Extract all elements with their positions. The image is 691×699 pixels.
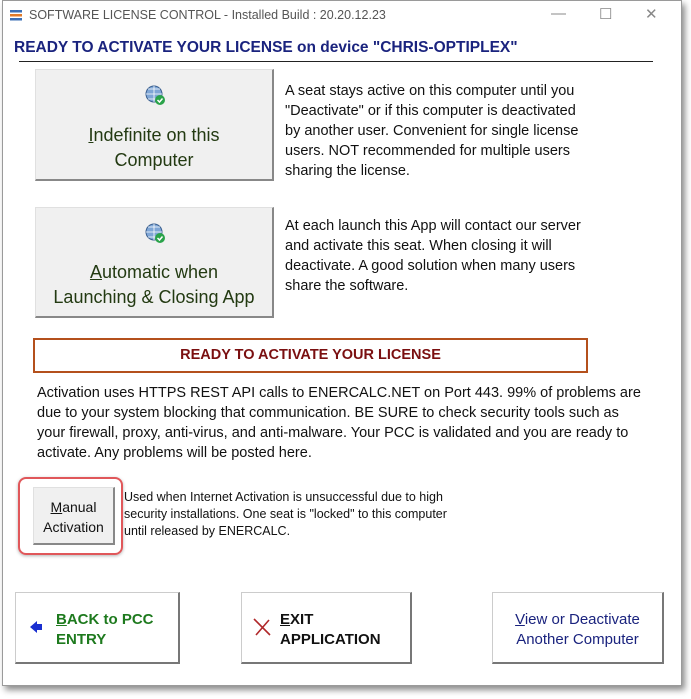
access-key: A bbox=[89, 262, 102, 282]
manual-description: Used when Internet Activation is unsuccessful due to high security installations. One seat is "locked" to this computer until released by ENERCALC. bbox=[124, 490, 447, 538]
button-label-line2: Computer bbox=[114, 150, 194, 170]
window-title: SOFTWARE LICENSE CONTROL - Installed Build : 20.20.12.23 bbox=[29, 8, 386, 22]
automatic-description: At each launch this App will contact our server and activate this seat. When closing it will deactivate. A good solution when many users share the software. bbox=[285, 218, 581, 294]
app-logo-icon bbox=[9, 8, 23, 22]
access-key: B bbox=[56, 611, 67, 628]
activation-info: Activation uses HTTPS REST API calls to ENERCALC.NET on Port 443. 99% of problems are due to your system blocking that communication. BE SURE to check security tools such as your firewall, proxy, anti-virus, and anti-malware. Your PCC is validated and you are ready to activate. Any problems will be posted here. bbox=[37, 385, 641, 461]
divider bbox=[19, 61, 653, 62]
license-window bbox=[2, 0, 682, 686]
access-key: M bbox=[50, 499, 63, 515]
close-x-icon bbox=[252, 617, 272, 637]
indefinite-description: A seat stays active on this computer until you "Deactivate" or if this computer is deactivated by another user. Convenient for single license users. NOT recommended for multiple users sharing the license. bbox=[285, 83, 579, 179]
button-label: XIT bbox=[290, 611, 314, 628]
button-label-line2: Another Computer bbox=[516, 631, 639, 648]
button-label-line2: ENTRY bbox=[56, 631, 107, 648]
indefinite-activation-button[interactable] bbox=[35, 69, 274, 181]
page-title: READY TO ACTIVATE YOUR LICENSE on device "CHRIS-OPTIPLEX" bbox=[14, 39, 518, 56]
exit-application-button[interactable] bbox=[241, 592, 412, 664]
button-label-line2: Activation bbox=[43, 519, 104, 535]
button-label-line2: Launching & Closing App bbox=[53, 287, 255, 307]
button-label: utomatic when bbox=[101, 262, 219, 282]
access-key: V bbox=[515, 611, 525, 628]
button-label: ACK to PCC bbox=[66, 611, 154, 628]
status-banner: READY TO ACTIVATE YOUR LICENSE bbox=[33, 338, 588, 373]
minimize-button[interactable]: — bbox=[551, 5, 566, 22]
view-deactivate-other-button[interactable] bbox=[492, 592, 664, 664]
manual-activation-button[interactable] bbox=[33, 487, 115, 545]
access-key: E bbox=[280, 611, 291, 628]
close-button[interactable]: ✕ bbox=[645, 6, 658, 23]
globe-check-icon bbox=[144, 84, 166, 106]
button-label: anual bbox=[62, 499, 97, 515]
button-label: iew or Deactivate bbox=[524, 611, 640, 628]
access-key: I bbox=[88, 125, 94, 145]
button-label: ndefinite on this bbox=[93, 125, 220, 145]
arrow-left-icon bbox=[29, 620, 43, 634]
button-label-line2: APPLICATION bbox=[280, 631, 381, 648]
globe-check-icon bbox=[144, 222, 166, 244]
maximize-button[interactable]: ☐ bbox=[599, 6, 613, 23]
back-button[interactable] bbox=[15, 592, 180, 664]
automatic-activation-button[interactable] bbox=[35, 207, 274, 318]
title-bar bbox=[3, 1, 681, 29]
